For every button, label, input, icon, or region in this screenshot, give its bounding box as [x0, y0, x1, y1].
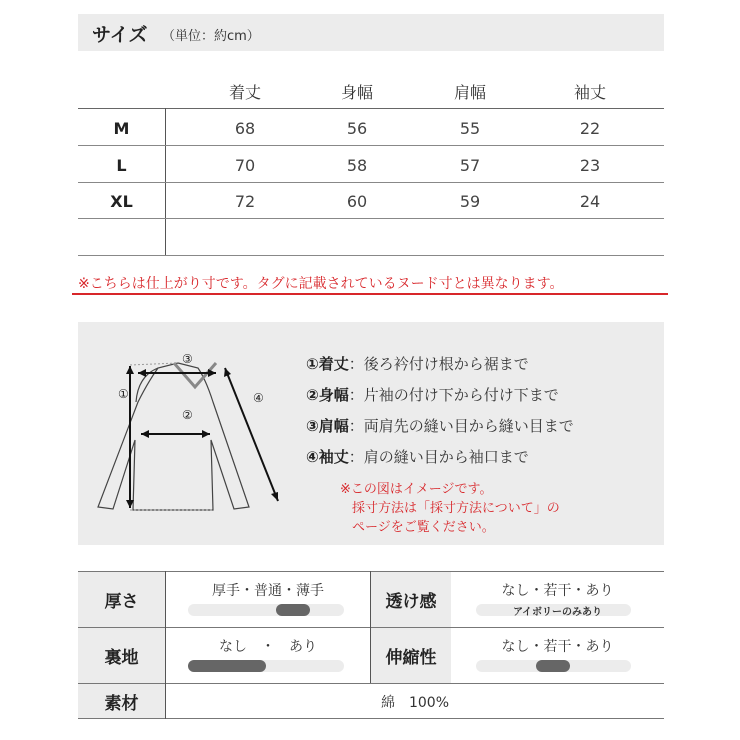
- label-transparency: 透け感: [371, 572, 451, 627]
- label-thickness: 厚さ: [78, 572, 165, 627]
- measurement-diagram: [78, 322, 664, 545]
- unit-label: （単位：約cm）: [162, 29, 260, 44]
- divider: [78, 145, 664, 146]
- lining-knob: [188, 660, 266, 672]
- label-material: 素材: [78, 684, 165, 718]
- col-header: 肩幅: [453, 83, 486, 102]
- row-label: L: [116, 156, 127, 175]
- transparency-options: なし・若干・あり: [501, 583, 614, 599]
- svg-text:①: ①: [118, 387, 129, 401]
- cell: 70: [234, 156, 256, 175]
- size-header: [78, 14, 664, 51]
- cell: 22: [579, 119, 601, 138]
- divider: [78, 182, 664, 183]
- row-label: M: [113, 119, 130, 138]
- legend-item: ③肩幅：両肩先の縫い目から縫い目まで: [306, 417, 574, 435]
- legend-item: ①着丈：後ろ衿付け根から裾まで: [306, 355, 529, 373]
- cell: 57: [459, 156, 481, 175]
- fit-note: ※こちらは仕上がり寸です。タグに記載されているヌード寸とは異なります。: [78, 276, 564, 292]
- row-label: XL: [110, 192, 133, 211]
- cell: 23: [579, 156, 601, 175]
- stretch-knob: [536, 660, 570, 672]
- note-underline: [72, 293, 668, 295]
- features-table: [78, 571, 664, 719]
- lining-bar: [188, 660, 344, 672]
- svg-text:④: ④: [253, 391, 264, 405]
- cell: 68: [234, 119, 256, 138]
- stretch-options: なし・若干・あり: [501, 639, 614, 655]
- stretch-bar: [476, 660, 631, 672]
- size-title: サイズ: [92, 24, 148, 46]
- caution-line: ページをご覧ください。: [352, 520, 495, 535]
- material-value: 綿 100%: [380, 695, 450, 711]
- cell: 58: [346, 156, 368, 175]
- col-header: 着丈: [228, 83, 261, 102]
- thickness-options: 厚手・普通・薄手: [212, 583, 324, 599]
- caution-line: ※この図はイメージです。: [340, 482, 493, 497]
- label-lining: 裏地: [78, 628, 165, 683]
- cell: 56: [346, 119, 368, 138]
- col-header: 身幅: [340, 83, 373, 102]
- transparency-sub: アイボリーのみあり: [512, 607, 603, 618]
- cell: 59: [459, 192, 481, 211]
- cell: 55: [459, 119, 481, 138]
- divider: [78, 218, 664, 219]
- legend-item: ④袖丈：肩の縫い目から袖口まで: [306, 448, 529, 466]
- svg-text:②: ②: [182, 408, 193, 422]
- svg-text:③: ③: [182, 352, 193, 366]
- divider: [78, 255, 664, 256]
- thickness-knob: [276, 604, 310, 616]
- caution-line: 採寸方法は「採寸方法について」の: [352, 501, 560, 516]
- col-header: 袖丈: [573, 83, 606, 102]
- cell: 72: [234, 192, 256, 211]
- lining-options: なし ・ あり: [219, 639, 317, 655]
- legend-item: ②身幅：片袖の付け下から付け下まで: [306, 386, 559, 404]
- cell: 24: [579, 192, 601, 211]
- cell: 60: [346, 192, 368, 211]
- shirt-diagram-icon: [78, 322, 308, 545]
- label-stretch: 伸縮性: [371, 628, 451, 683]
- thickness-bar: [188, 604, 344, 616]
